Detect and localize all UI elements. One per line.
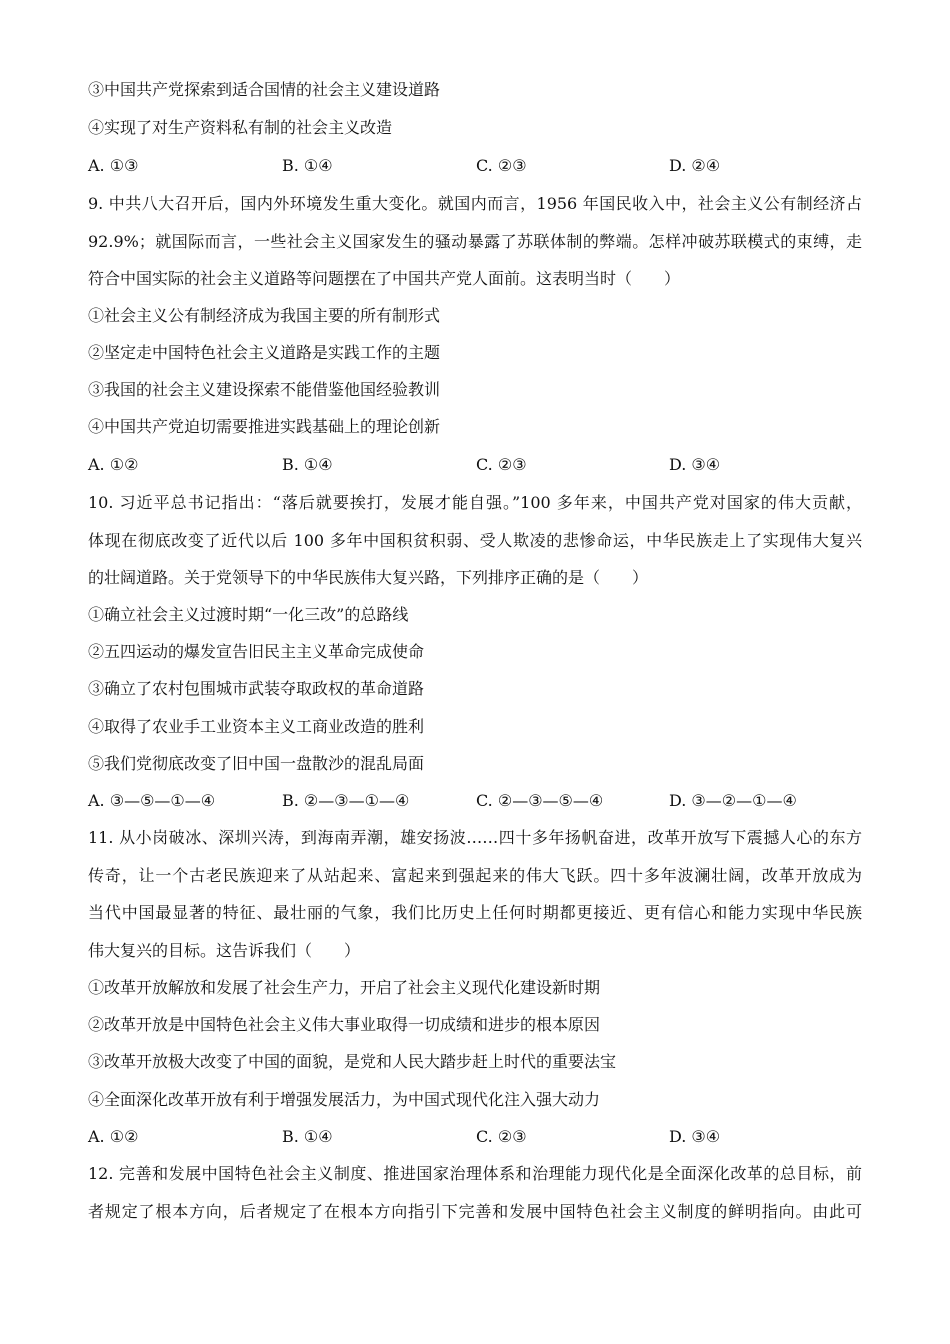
q11-option-b[interactable]: B. ①④ (282, 1127, 333, 1146)
q10-stem-line-2: 体现在彻底改变了近代以后 100 多年中国积贫积弱、受人欺凌的悲惨命运，中华民族走上了实现伟大复兴 (88, 531, 862, 550)
q9-option-b[interactable]: B. ①④ (282, 455, 333, 474)
q11-statement-1: ①改革开放解放和发展了社会生产力，开启了社会主义现代化建设新时期 (88, 978, 601, 997)
q9-option-a[interactable]: A. ①② (88, 455, 139, 474)
q11-stem-line-3: 当代中国最显著的特征、最壮丽的气象，我们比历史上任何时期都更接近、更有信心和能力实现中华民族 (88, 903, 862, 922)
q9-statement-3: ③我国的社会主义建设探索不能借鉴他国经验教训 (88, 380, 441, 399)
q8-statement-4: ④实现了对生产资料私有制的社会主义改造 (88, 118, 393, 137)
q10-option-b[interactable]: B. ②—③—①—④ (282, 791, 410, 810)
q12-stem-line-2: 者规定了根本方向，后者规定了在根本方向指引下完善和发展中国特色社会主义制度的鲜明指向。由此可 (88, 1202, 862, 1221)
q9-option-d[interactable]: D. ③④ (669, 455, 721, 474)
q10-option-c[interactable]: C. ②—③—⑤—④ (476, 791, 604, 810)
q11-stem-line-4: 伟大复兴的目标。这告诉我们（ ） (88, 941, 361, 960)
q11-stem-line-1: 11. 从小岗破冰、深圳兴涛，到海南弄潮，雄安扬波……四十多年扬帆奋进，改革开放写下震撼人心的东方 (88, 828, 862, 847)
q9-option-c[interactable]: C. ②③ (476, 455, 527, 474)
q11-statement-3: ③改革开放极大改变了中国的面貌，是党和人民大踏步赶上时代的重要法宝 (88, 1052, 617, 1071)
q11-option-a[interactable]: A. ①② (88, 1127, 139, 1146)
q10-statement-4: ④取得了农业手工业资本主义工商业改造的胜利 (88, 717, 425, 736)
q9-statement-4: ④中国共产党迫切需要推进实践基础上的理论创新 (88, 417, 441, 436)
q9-stem-line-2: 92.9%；就国际而言，一些社会主义国家发生的骚动暴露了苏联体制的弊端。怎样冲破苏联模式的束缚，走 (88, 232, 862, 251)
q8-statement-3: ③中国共产党探索到适合国情的社会主义建设道路 (88, 80, 441, 99)
q10-statement-5: ⑤我们党彻底改变了旧中国一盘散沙的混乱局面 (88, 754, 425, 773)
q9-statement-1: ①社会主义公有制经济成为我国主要的所有制形式 (88, 306, 441, 325)
q10-stem-line-3: 的壮阔道路。关于党领导下的中华民族伟大复兴路，下列排序正确的是（ ） (88, 568, 649, 587)
q10-statement-3: ③确立了农村包围城市武装夺取政权的革命道路 (88, 679, 425, 698)
q10-stem-line-1: 10. 习近平总书记指出：“落后就要挨打，发展才能自强。”100 多年来，中国共产党对国家的伟大贡献， (88, 493, 862, 512)
q11-statement-2: ②改革开放是中国特色社会主义伟大事业取得一切成绩和进步的根本原因 (88, 1015, 601, 1034)
q9-stem-line-1: 9. 中共八大召开后，国内外环境发生重大变化。就国内而言，1956 年国民收入中，社会主义公有制经济占 (88, 194, 862, 213)
q12-stem-line-1: 12. 完善和发展中国特色社会主义制度、推进国家治理体系和治理能力现代化是全面深化改革的总目标，前 (88, 1164, 862, 1183)
q8-option-a[interactable]: A. ①③ (88, 156, 139, 175)
q10-statement-1: ①确立社会主义过渡时期“一化三改”的总路线 (88, 605, 409, 624)
q9-stem-line-3: 符合中国实际的社会主义道路等问题摆在了中国共产党人面前。这表明当时（ ） (88, 269, 681, 288)
q8-option-b[interactable]: B. ①④ (282, 156, 333, 175)
q8-option-c[interactable]: C. ②③ (476, 156, 527, 175)
q10-option-d[interactable]: D. ③—②—①—④ (669, 791, 797, 810)
q11-statement-4: ④全面深化改革开放有利于增强发展活力，为中国式现代化注入强大动力 (88, 1090, 601, 1109)
q11-option-d[interactable]: D. ③④ (669, 1127, 721, 1146)
q10-statement-2: ②五四运动的爆发宣告旧民主主义革命完成使命 (88, 642, 425, 661)
q8-option-d[interactable]: D. ②④ (669, 156, 721, 175)
q9-statement-2: ②坚定走中国特色社会主义道路是实践工作的主题 (88, 343, 441, 362)
q11-option-c[interactable]: C. ②③ (476, 1127, 527, 1146)
q11-stem-line-2: 传奇，让一个古老民族迎来了从站起来、富起来到强起来的伟大飞跃。四十多年波澜壮阔，改革开放成为 (88, 866, 862, 885)
q10-option-a[interactable]: A. ③—⑤—①—④ (88, 791, 216, 810)
